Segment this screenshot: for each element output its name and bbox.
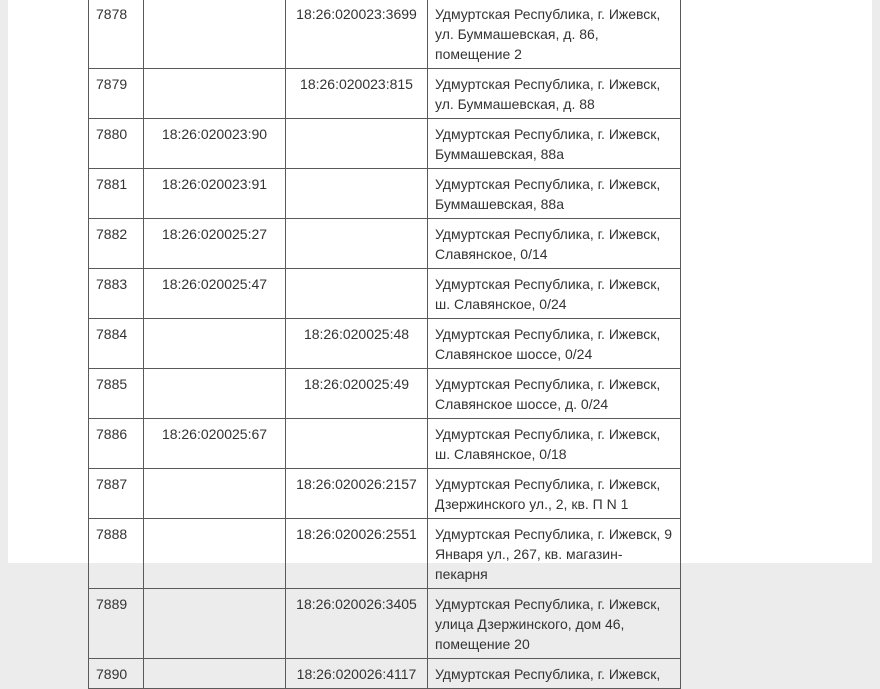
cadastral-number-a — [144, 589, 286, 659]
address-cell: Удмуртская Республика, г. Ижевск, ул. Буммашевская, д. 88 — [428, 69, 681, 119]
table-row — [89, 469, 681, 519]
cadastral-number-b: 18:26:020025:48 — [286, 319, 428, 369]
address-cell: Удмуртская Республика, г. Ижевск, ул. Буммашевская, д. 86, помещение 2 — [428, 0, 681, 69]
row-number: 7889 — [89, 589, 144, 659]
row-number: 7884 — [89, 319, 144, 369]
row-number: 7881 — [89, 169, 144, 219]
address-cell: Удмуртская Республика, г. Ижевск, — [428, 659, 681, 689]
row-number: 7882 — [89, 219, 144, 269]
row-number: 7880 — [89, 119, 144, 169]
cadastral-number-a — [144, 69, 286, 119]
cadastral-number-b — [286, 119, 428, 169]
cadastral-number-b: 18:26:020026:2157 — [286, 469, 428, 519]
table-row — [89, 659, 681, 689]
cadastral-number-a: 18:26:020023:90 — [144, 119, 286, 169]
table-row — [89, 369, 681, 419]
cadastral-number-a — [144, 519, 286, 589]
cadastral-number-a: 18:26:020023:91 — [144, 169, 286, 219]
cadastral-number-a — [144, 369, 286, 419]
row-number: 7888 — [89, 519, 144, 589]
row-number: 7890 — [89, 659, 144, 689]
cadastral-number-b: 18:26:020026:2551 — [286, 519, 428, 589]
table-row — [89, 319, 681, 369]
address-cell: Удмуртская Республика, г. Ижевск, Буммашевская, 88а — [428, 119, 681, 169]
cadastral-number-a — [144, 469, 286, 519]
address-cell: Удмуртская Республика, г. Ижевск, улица Дзержинского, дом 46, помещение 20 — [428, 589, 681, 659]
table-row — [89, 169, 681, 219]
cadastral-number-b — [286, 219, 428, 269]
cadastral-number-a: 18:26:020025:67 — [144, 419, 286, 469]
cadastral-number-b: 18:26:020026:3405 — [286, 589, 428, 659]
row-number: 7886 — [89, 419, 144, 469]
table-row — [89, 119, 681, 169]
cadastral-number-b — [286, 419, 428, 469]
row-number: 7878 — [89, 0, 144, 69]
cadastral-registry-table — [88, 0, 681, 689]
cadastral-number-b: 18:26:020025:49 — [286, 369, 428, 419]
cadastral-number-b: 18:26:020023:815 — [286, 69, 428, 119]
cadastral-number-a — [144, 319, 286, 369]
row-number: 7887 — [89, 469, 144, 519]
cadastral-number-b: 18:26:020026:4117 — [286, 659, 428, 689]
table-body — [89, 0, 681, 689]
cadastral-number-a: 18:26:020025:47 — [144, 269, 286, 319]
table-row — [89, 589, 681, 659]
cadastral-number-a: 18:26:020025:27 — [144, 219, 286, 269]
cadastral-number-a — [144, 659, 286, 689]
cadastral-number-b — [286, 169, 428, 219]
address-cell: Удмуртская Республика, г. Ижевск, Дзержинского ул., 2, кв. П N 1 — [428, 469, 681, 519]
cadastral-number-b: 18:26:020023:3699 — [286, 0, 428, 69]
address-cell: Удмуртская Республика, г. Ижевск, Славянское шоссе, 0/24 — [428, 319, 681, 369]
table-row — [89, 419, 681, 469]
document-page — [8, 0, 872, 682]
table-row — [89, 519, 681, 589]
table-row — [89, 269, 681, 319]
address-cell: Удмуртская Республика, г. Ижевск, Славянское, 0/14 — [428, 219, 681, 269]
cadastral-number-a — [144, 0, 286, 69]
cadastral-number-b — [286, 269, 428, 319]
row-number: 7879 — [89, 69, 144, 119]
address-cell: Удмуртская Республика, г. Ижевск, ш. Славянское, 0/18 — [428, 419, 681, 469]
address-cell: Удмуртская Республика, г. Ижевск, Буммашевская, 88а — [428, 169, 681, 219]
row-number: 7883 — [89, 269, 144, 319]
row-number: 7885 — [89, 369, 144, 419]
address-cell: Удмуртская Республика, г. Ижевск, 9 Января ул., 267, кв. магазин-пекарня — [428, 519, 681, 589]
table-row — [89, 69, 681, 119]
table-row — [89, 219, 681, 269]
table-row — [89, 0, 681, 69]
address-cell: Удмуртская Республика, г. Ижевск, ш. Славянское, 0/24 — [428, 269, 681, 319]
address-cell: Удмуртская Республика, г. Ижевск, Славянское шоссе, д. 0/24 — [428, 369, 681, 419]
